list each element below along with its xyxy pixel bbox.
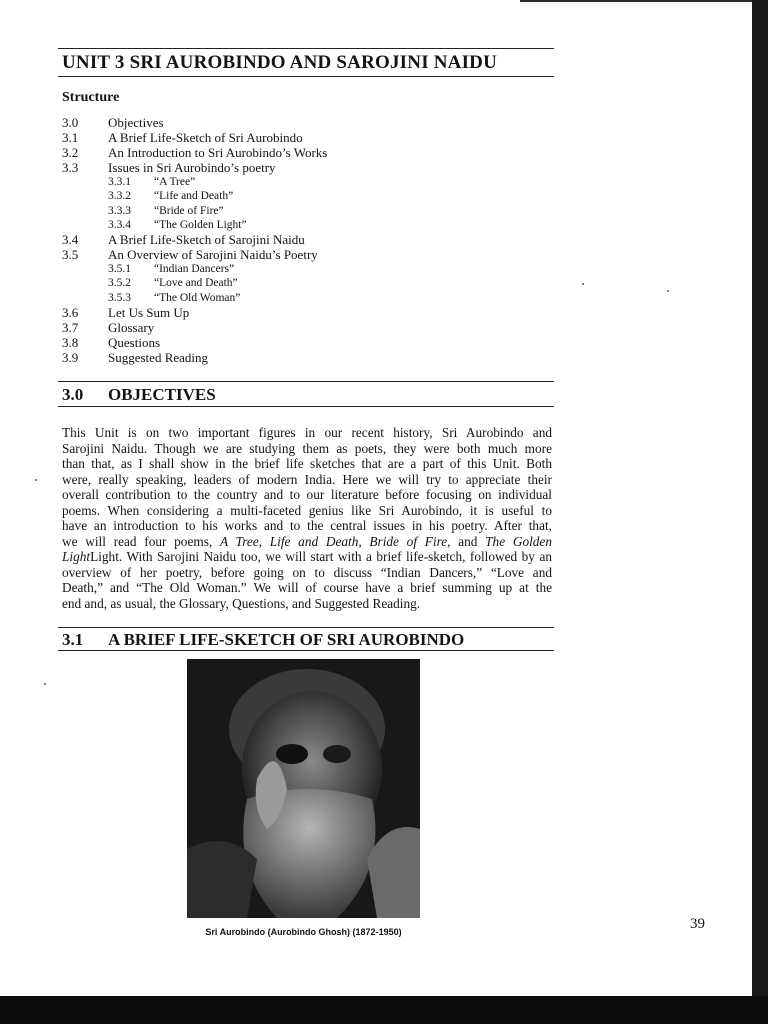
paragraph-line: have an introduction to his works and to the central issues in his poetry. After that, [62, 518, 552, 533]
toc-item-title: “The Golden Light” [154, 218, 247, 231]
toc-item-title: “Life and Death” [154, 190, 234, 203]
toc-item [62, 305, 327, 320]
scan-right-edge [752, 0, 768, 1024]
structure-heading: Structure [62, 90, 120, 105]
toc-item-number: 3.1 [62, 130, 79, 145]
toc-item [62, 232, 327, 247]
life-sketch-bottom-rule [58, 650, 554, 651]
scan-bottom-edge [0, 996, 768, 1024]
line-text: Light. With Sarojini Naidu too, we will start with a brief life-sketch, followed by an [90, 549, 552, 564]
toc-item [62, 204, 327, 218]
paragraph-line-light [62, 549, 552, 565]
scan-speck [582, 283, 584, 285]
paragraph-line: This Unit is on two important figures in our recent history, Sri Aurobindo and [62, 425, 552, 440]
toc-item [62, 291, 327, 305]
toc-item [62, 175, 327, 189]
paragraph-line: overall contribution to the country and to our literature before focusing on individual [62, 487, 552, 502]
portrait-photo [187, 659, 420, 918]
toc-item-number: 3.3 [62, 160, 79, 175]
life-sketch-top-rule [58, 627, 554, 628]
toc-item-number: 3.6 [62, 305, 79, 321]
life-sketch-title: A BRIEF LIFE-SKETCH OF SRI AUROBINDO [108, 630, 465, 649]
toc-item-title: Let Us Sum Up [108, 305, 190, 321]
toc-item [62, 276, 327, 290]
paragraph-line: end and, as usual, the Glossary, Questions, and Suggested Reading. [62, 595, 421, 611]
paragraph-line: were, really speaking, leaders of modern India. Here we will try to appreciate their [62, 471, 552, 487]
line-text: we will read four poems, [62, 533, 220, 549]
toc-item-number: 3.7 [62, 320, 79, 336]
toc-item [62, 218, 327, 232]
toc-item-title: An Introduction to Sri Aurobindo’s Works [108, 145, 328, 160]
unit-title-bottom-rule [58, 76, 554, 77]
objectives-bottom-rule [58, 406, 554, 407]
toc-item-title: Suggested Reading [108, 350, 209, 366]
toc-item-number: 3.5.3 [108, 291, 131, 304]
toc-item-number: 3.8 [62, 335, 79, 351]
toc-item-number: 3.5.2 [108, 277, 131, 290]
toc-item-title: “Indian Dancers” [154, 263, 235, 276]
toc-item [62, 189, 327, 203]
paragraph-line-with-titles [62, 534, 552, 550]
toc-item-number: 3.5.1 [108, 263, 131, 276]
toc-item [62, 145, 327, 160]
objectives-heading [62, 385, 216, 405]
paragraph-line: than that, as I shall show in the brief life sketches that are a part of this Unit. Both [62, 456, 552, 471]
scan-speck [35, 479, 37, 481]
paragraph-line: poems. When considering a multi-faceted genius like Sri Aurobindo, it is useful to [62, 502, 552, 518]
toc-item-number: 3.5 [62, 247, 79, 263]
table-of-contents [62, 115, 327, 365]
toc-item-title: “Love and Death” [154, 277, 238, 290]
toc-item-number: 3.3.4 [108, 218, 131, 231]
toc-item [62, 320, 327, 335]
objectives-title: OBJECTIVES [108, 385, 216, 404]
toc-item-number: 3.2 [62, 145, 79, 160]
scan-top-rule [520, 0, 752, 2]
toc-item [62, 130, 327, 145]
toc-item-number: 3.9 [62, 350, 79, 366]
scan-speck [667, 290, 669, 292]
photo-caption: Sri Aurobindo (Aurobindo Ghosh) (1872-1950) [205, 927, 402, 937]
objectives-paragraph [62, 425, 552, 611]
paragraph-line: overview of her poetry, before going on to discuss “Indian Dancers,” “Love and [62, 564, 552, 580]
paragraph-line: Death,” and “The Old Woman.” We will of course have a brief summing up at the [62, 580, 552, 595]
objectives-top-rule [58, 381, 554, 382]
toc-item-title: “A Tree” [154, 176, 196, 188]
portrait-illustration [187, 659, 420, 918]
toc-item [62, 247, 327, 262]
toc-item-number: 3.3.1 [108, 176, 131, 188]
scan-speck [44, 683, 46, 685]
toc-item-number: 3.3.3 [108, 204, 131, 217]
toc-item [62, 350, 327, 365]
toc-item-title: Glossary [108, 320, 155, 336]
life-sketch-number: 3.1 [62, 630, 84, 649]
toc-item-number: 3.0 [62, 115, 79, 130]
unit-title: UNIT 3 SRI AUROBINDO AND SAROJINI NAIDU [62, 52, 498, 73]
paragraph-line: Sarojini Naidu. Though we are studying them as poets, they were both much more [62, 440, 552, 456]
toc-item [62, 262, 327, 276]
toc-item-title: An Overview of Sarojini Naidu’s Poetry [108, 247, 318, 263]
toc-item [62, 115, 327, 130]
toc-item-number: 3.4 [62, 232, 79, 248]
poem-title-light-italic: Light [62, 549, 91, 564]
toc-item [62, 335, 327, 350]
poem-titles-italic: A Tree, Life and Death, Bride of Fire, [219, 533, 451, 549]
toc-item [62, 160, 327, 175]
toc-item-title: A Brief Life-Sketch of Sri Aurobindo [108, 130, 303, 145]
objectives-number: 3.0 [62, 385, 84, 404]
toc-item-title: “The Old Woman” [154, 291, 241, 304]
page-number: 39 [690, 916, 705, 932]
line-text-and: and [450, 533, 486, 549]
toc-item-title: A Brief Life-Sketch of Sarojini Naidu [108, 232, 305, 248]
life-sketch-heading [62, 630, 464, 650]
toc-item-title: “Bride of Fire” [154, 204, 224, 217]
unit-title-top-rule [58, 48, 554, 49]
toc-item-title: Objectives [108, 115, 164, 130]
toc-item-title: Questions [108, 335, 160, 351]
toc-item-number: 3.3.2 [108, 190, 131, 203]
poem-title-golden-italic: The Golden [485, 533, 552, 549]
toc-item-title: Issues in Sri Aurobindo’s poetry [108, 160, 276, 175]
